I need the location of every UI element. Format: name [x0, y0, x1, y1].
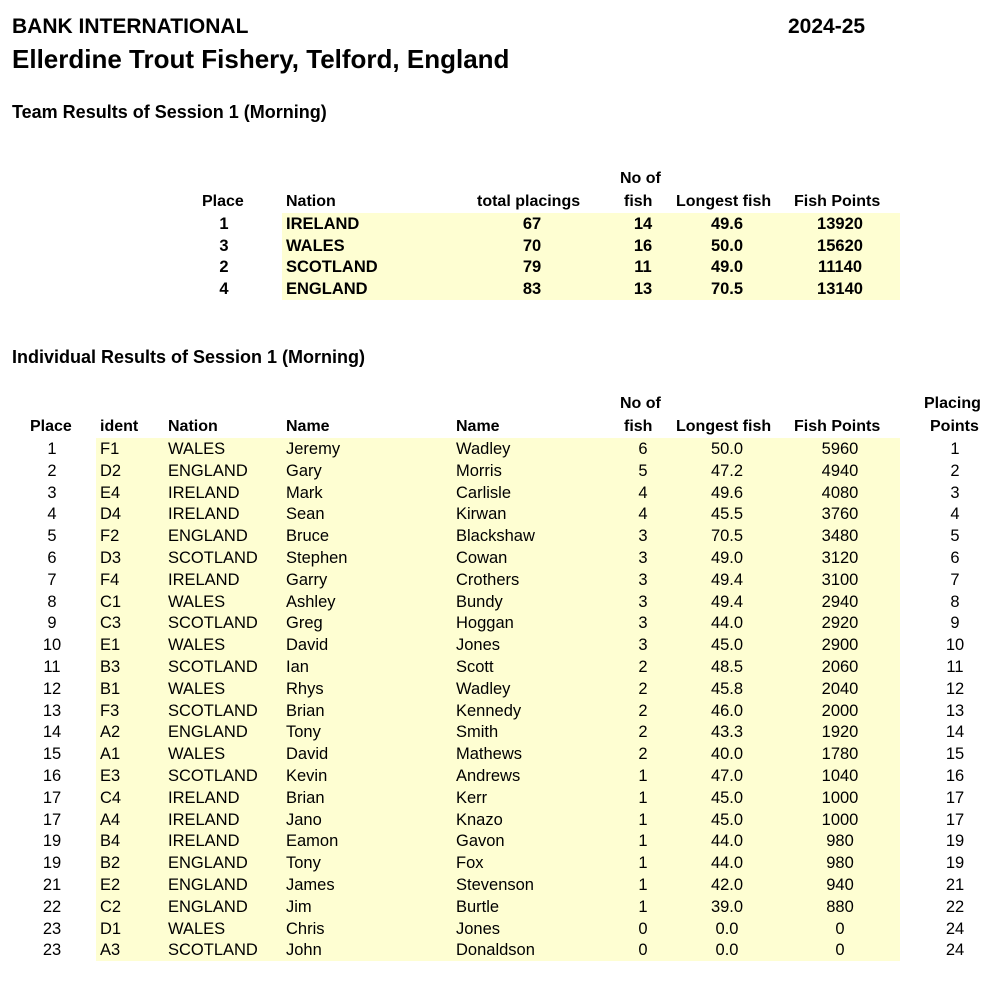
individual-cell-ident: B2: [100, 854, 121, 873]
ind-header-first-name: Name: [286, 418, 330, 435]
individual-cell-longest: 47.0: [710, 767, 744, 785]
individual-cell-nation: IRELAND: [168, 570, 240, 589]
individual-cell-placing: 21: [945, 876, 965, 894]
individual-cell-place: 17: [42, 810, 62, 829]
team-row: [0, 213, 1002, 235]
individual-cell-nation: WALES: [168, 592, 226, 611]
individual-cell-nation: SCOTLAND: [168, 549, 258, 567]
individual-cell-longest: 50.0: [710, 440, 744, 458]
individual-cell-placing: 22: [945, 897, 965, 916]
individual-cell-nation: SCOTLAND: [168, 941, 258, 960]
individual-cell-longest: 46.0: [710, 701, 744, 720]
individual-cell-placing: 6: [950, 549, 960, 567]
individual-cell-fish: 1: [638, 854, 648, 873]
individual-cell-nation: SCOTLAND: [168, 701, 258, 720]
individual-cell-fish: 5: [638, 461, 648, 480]
individual-cell-last: Scott: [456, 658, 494, 676]
individual-cell-first: Tony: [286, 854, 321, 873]
individual-cell-ident: D1: [100, 919, 122, 938]
individual-cell-place: 17: [42, 788, 62, 807]
individual-cell-ident: A4: [100, 810, 121, 829]
team-header-fish-bottom: fish: [624, 193, 653, 210]
individual-cell-fish: 3: [638, 570, 648, 589]
individual-cell-longest: 42.0: [710, 876, 744, 894]
individual-cell-last: Andrews: [456, 767, 521, 785]
individual-cell-points: 4080: [821, 483, 859, 502]
individual-cell-ident: F1: [100, 440, 120, 458]
individual-cell-first: James: [286, 876, 335, 894]
team-cell-nation: ENGLAND: [286, 280, 368, 298]
individual-cell-nation: IRELAND: [168, 832, 240, 851]
individual-cell-nation: WALES: [168, 919, 226, 938]
individual-cell-last: Jones: [456, 919, 501, 938]
individual-cell-place: 12: [42, 679, 62, 698]
ind-header-fish-bottom: fish: [624, 418, 653, 435]
team-cell-fish: 16: [633, 237, 653, 255]
individual-cell-last: Cowan: [456, 549, 508, 567]
individual-cell-points: 2940: [821, 592, 859, 611]
individual-cell-nation: WALES: [168, 745, 226, 764]
team-cell-fish: 14: [633, 215, 653, 233]
individual-cell-ident: E2: [100, 876, 121, 894]
individual-cell-points: 1780: [821, 745, 859, 764]
individual-cell-nation: ENGLAND: [168, 527, 248, 546]
individual-cell-last: Blackshaw: [456, 527, 535, 546]
ind-header-points: Fish Points: [794, 418, 881, 435]
individual-row: [0, 525, 1002, 547]
individual-cell-ident: D3: [100, 549, 122, 567]
season-label: 2024-25: [788, 15, 866, 38]
individual-cell-fish: 3: [638, 636, 648, 655]
individual-cell-place: 1: [47, 440, 57, 458]
individual-cell-points: 3100: [821, 570, 859, 589]
individual-cell-first: Eamon: [286, 832, 339, 851]
individual-row: [0, 721, 1002, 743]
individual-cell-fish: 1: [638, 897, 648, 916]
individual-row: [0, 896, 1002, 918]
individual-row: [0, 678, 1002, 700]
individual-cell-fish: 2: [638, 679, 648, 698]
individual-row: [0, 743, 1002, 765]
ind-header-placing-top: Placing: [924, 395, 981, 412]
team-row: [0, 235, 1002, 257]
individual-cell-longest: 45.5: [710, 505, 744, 524]
individual-cell-ident: E1: [100, 636, 121, 655]
individual-cell-longest: 39.0: [710, 897, 744, 916]
individual-cell-fish: 3: [638, 592, 648, 611]
individual-cell-first: Mark: [286, 483, 323, 502]
individual-cell-place: 16: [42, 767, 62, 785]
individual-cell-nation: WALES: [168, 679, 226, 698]
individual-cell-placing: 9: [950, 614, 960, 633]
individual-cell-nation: WALES: [168, 440, 226, 458]
individual-cell-place: 14: [42, 723, 62, 742]
ind-header-ident: ident: [100, 418, 139, 435]
individual-cell-longest: 45.8: [710, 679, 744, 698]
individual-cell-last: Fox: [456, 854, 484, 873]
individual-cell-place: 3: [47, 483, 57, 502]
individual-cell-place: 13: [42, 701, 62, 720]
ind-header-placing-bottom: Points: [930, 418, 979, 435]
team-cell-place: 1: [219, 215, 229, 233]
individual-cell-first: John: [286, 941, 322, 960]
individual-cell-placing: 3: [950, 483, 960, 502]
individual-cell-points: 1920: [821, 723, 859, 742]
individual-cell-ident: A3: [100, 941, 121, 960]
individual-cell-ident: D2: [100, 461, 122, 480]
individual-cell-fish: 2: [638, 745, 648, 764]
individual-cell-nation: ENGLAND: [168, 854, 248, 873]
individual-cell-placing: 16: [945, 767, 965, 785]
individual-cell-fish: 2: [638, 723, 648, 742]
individual-cell-longest: 0.0: [715, 919, 739, 938]
individual-row: [0, 569, 1002, 591]
team-cell-longest: 70.5: [710, 280, 744, 298]
individual-cell-points: 2040: [821, 679, 859, 698]
individual-cell-place: 2: [47, 461, 57, 480]
individual-cell-ident: F3: [100, 701, 120, 720]
individual-cell-nation: ENGLAND: [168, 461, 248, 480]
individual-cell-first: Brian: [286, 701, 325, 720]
team-header-total: total placings: [477, 193, 581, 210]
individual-cell-nation: SCOTLAND: [168, 658, 258, 676]
individual-row: [0, 438, 1002, 460]
individual-cell-points: 3120: [821, 549, 859, 567]
individual-cell-last: Kerr: [456, 788, 488, 807]
individual-cell-ident: E3: [100, 767, 121, 785]
individual-cell-last: Morris: [456, 461, 502, 480]
individual-cell-ident: C3: [100, 614, 122, 633]
team-cell-total: 70: [522, 237, 542, 255]
individual-cell-longest: 49.6: [710, 483, 744, 502]
individual-row: [0, 503, 1002, 525]
individual-cell-fish: 0: [638, 919, 648, 938]
team-cell-place: 4: [219, 280, 229, 298]
individual-cell-place: 11: [43, 658, 61, 676]
individual-cell-nation: SCOTLAND: [168, 767, 258, 785]
individual-cell-place: 6: [47, 549, 57, 567]
individual-cell-placing: 15: [945, 745, 965, 764]
team-cell-longest: 49.0: [710, 258, 744, 276]
individual-cell-last: Kirwan: [456, 505, 507, 524]
individual-cell-last: Hoggan: [456, 614, 514, 633]
ind-header-last-name: Name: [456, 418, 500, 435]
individual-cell-last: Jones: [456, 636, 501, 655]
team-cell-place: 2: [219, 258, 229, 276]
individual-cell-last: Burtle: [456, 897, 500, 916]
individual-cell-first: David: [286, 636, 329, 655]
individual-cell-first: Bruce: [286, 527, 330, 546]
individual-cell-last: Carlisle: [456, 483, 512, 502]
individual-cell-ident: B4: [100, 832, 121, 851]
individual-cell-placing: 1: [950, 440, 960, 458]
team-cell-longest: 49.6: [710, 215, 744, 233]
individual-cell-first: Garry: [286, 570, 328, 589]
individual-cell-points: 980: [826, 854, 854, 873]
individual-cell-longest: 45.0: [710, 636, 744, 655]
individual-cell-longest: 40.0: [710, 745, 744, 764]
individual-cell-nation: ENGLAND: [168, 723, 248, 742]
individual-cell-placing: 11: [946, 658, 964, 676]
individual-cell-place: 19: [42, 832, 62, 851]
ind-header-place: Place: [30, 418, 72, 435]
individual-cell-first: Brian: [286, 788, 325, 807]
individual-row: [0, 787, 1002, 809]
individual-cell-longest: 44.0: [710, 832, 744, 851]
individual-cell-placing: 24: [945, 919, 965, 938]
individual-cell-fish: 4: [638, 505, 648, 524]
individual-cell-placing: 19: [945, 832, 965, 851]
individual-cell-placing: 7: [950, 570, 960, 589]
venue-title: Ellerdine Trout Fishery, Telford, England: [12, 44, 510, 74]
team-header-place: Place: [202, 193, 244, 210]
individual-cell-longest: 45.0: [710, 810, 744, 829]
individual-cell-first: Rhys: [286, 679, 324, 698]
individual-cell-last: Mathews: [456, 745, 523, 764]
individual-cell-ident: A2: [100, 723, 121, 742]
event-title: BANK INTERNATIONAL: [12, 15, 249, 38]
individual-cell-first: Jim: [286, 897, 312, 916]
individual-row: [0, 591, 1002, 613]
team-section-title: Team Results of Session 1 (Morning): [12, 102, 327, 122]
individual-cell-place: 8: [47, 592, 57, 611]
individual-cell-place: 7: [47, 570, 57, 589]
individual-row: [0, 852, 1002, 874]
individual-cell-first: Greg: [286, 614, 323, 633]
team-header-points: Fish Points: [794, 193, 881, 210]
team-cell-total: 79: [522, 258, 542, 276]
individual-cell-placing: 17: [945, 810, 965, 829]
individual-cell-last: Gavon: [456, 832, 505, 851]
individual-cell-placing: 8: [950, 592, 960, 611]
individual-cell-last: Crothers: [456, 570, 520, 589]
individual-cell-points: 3760: [821, 505, 859, 524]
individual-cell-placing: 10: [945, 636, 965, 655]
individual-cell-place: 4: [47, 505, 57, 524]
individual-cell-placing: 13: [945, 701, 965, 720]
team-cell-nation: SCOTLAND: [286, 258, 378, 276]
individual-row: [0, 700, 1002, 722]
individual-cell-fish: 4: [638, 483, 648, 502]
individual-row: [0, 765, 1002, 787]
team-cell-nation: IRELAND: [286, 215, 360, 233]
individual-cell-placing: 2: [950, 461, 960, 480]
individual-cell-fish: 3: [638, 527, 648, 546]
individual-cell-longest: 44.0: [710, 854, 744, 873]
team-cell-nation: WALES: [286, 237, 345, 255]
individual-cell-longest: 44.0: [710, 614, 744, 633]
individual-cell-longest: 47.2: [710, 461, 744, 480]
individual-cell-longest: 49.4: [710, 592, 744, 611]
individual-row: [0, 612, 1002, 634]
individual-cell-last: Wadley: [456, 440, 511, 458]
individual-cell-points: 5960: [821, 440, 859, 458]
individual-cell-last: Bundy: [456, 592, 503, 611]
individual-cell-placing: 12: [945, 679, 965, 698]
individual-cell-fish: 1: [638, 767, 648, 785]
individual-cell-nation: IRELAND: [168, 810, 240, 829]
team-cell-fish: 11: [634, 258, 652, 276]
individual-row: [0, 918, 1002, 940]
individual-cell-first: David: [286, 745, 329, 764]
individual-cell-points: 940: [826, 876, 854, 894]
individual-cell-place: 21: [42, 876, 62, 894]
individual-cell-place: 5: [47, 527, 57, 546]
individual-cell-place: 9: [47, 614, 57, 633]
individual-cell-placing: 14: [945, 723, 965, 742]
individual-cell-fish: 2: [638, 701, 648, 720]
individual-cell-ident: C1: [100, 592, 122, 611]
team-header-longest: Longest fish: [676, 193, 772, 210]
individual-cell-nation: IRELAND: [168, 788, 240, 807]
individual-cell-place: 19: [42, 854, 62, 873]
individual-cell-ident: D4: [100, 505, 122, 524]
individual-cell-first: Jano: [286, 810, 322, 829]
team-cell-total: 67: [522, 215, 542, 233]
individual-cell-place: 23: [42, 941, 62, 960]
individual-cell-points: 0: [835, 941, 845, 960]
individual-row: [0, 460, 1002, 482]
individual-cell-fish: 3: [638, 549, 648, 567]
individual-cell-longest: 45.0: [710, 788, 744, 807]
individual-cell-longest: 43.3: [710, 723, 744, 742]
team-cell-points: 11140: [817, 258, 863, 276]
team-cell-total: 83: [522, 280, 542, 298]
ind-header-fish-top: No of: [620, 395, 661, 412]
individual-cell-ident: C4: [100, 788, 122, 807]
individual-cell-longest: 0.0: [715, 941, 739, 960]
team-cell-points: 13920: [817, 215, 863, 233]
individual-cell-placing: 4: [950, 505, 960, 524]
individual-cell-ident: E4: [100, 483, 121, 502]
individual-section-title: Individual Results of Session 1 (Morning): [12, 347, 366, 367]
individual-cell-first: Ian: [286, 658, 309, 676]
individual-cell-last: Donaldson: [456, 941, 535, 960]
ind-header-longest: Longest fish: [676, 418, 772, 435]
individual-cell-first: Ashley: [286, 592, 336, 611]
ind-header-nation: Nation: [168, 418, 218, 435]
individual-cell-points: 2000: [821, 701, 859, 720]
individual-cell-first: Jeremy: [286, 440, 341, 458]
individual-cell-nation: WALES: [168, 636, 226, 655]
individual-cell-longest: 48.5: [710, 658, 744, 676]
individual-cell-fish: 2: [638, 658, 648, 676]
team-cell-points: 15620: [817, 237, 863, 255]
individual-row: [0, 830, 1002, 852]
individual-cell-longest: 49.0: [710, 549, 744, 567]
individual-cell-ident: A1: [100, 745, 121, 764]
individual-cell-place: 22: [42, 897, 62, 916]
individual-cell-points: 2900: [821, 636, 859, 655]
individual-cell-longest: 70.5: [710, 527, 744, 546]
individual-cell-place: 15: [42, 745, 62, 764]
individual-row: [0, 939, 1002, 961]
individual-cell-ident: B1: [100, 679, 121, 698]
individual-cell-fish: 1: [638, 810, 648, 829]
individual-cell-points: 0: [835, 919, 845, 938]
individual-cell-first: Chris: [286, 919, 325, 938]
individual-cell-last: Smith: [456, 723, 499, 742]
individual-cell-points: 880: [826, 897, 854, 916]
individual-row: [0, 634, 1002, 656]
individual-cell-fish: 6: [638, 440, 648, 458]
individual-cell-last: Kennedy: [456, 701, 522, 720]
individual-cell-points: 980: [826, 832, 854, 851]
individual-row: [0, 809, 1002, 831]
team-row: [0, 256, 1002, 278]
individual-cell-place: 23: [42, 919, 62, 938]
team-cell-longest: 50.0: [710, 237, 744, 255]
individual-cell-placing: 17: [945, 788, 965, 807]
team-header-fish-top: No of: [620, 170, 661, 187]
individual-cell-longest: 49.4: [710, 570, 744, 589]
team-cell-points: 13140: [817, 280, 863, 298]
individual-cell-fish: 1: [638, 788, 648, 807]
team-row: [0, 278, 1002, 300]
individual-cell-placing: 5: [950, 527, 960, 546]
individual-cell-first: Kevin: [286, 767, 328, 785]
individual-cell-fish: 1: [638, 832, 648, 851]
individual-cell-points: 3480: [821, 527, 859, 546]
individual-cell-first: Stephen: [286, 549, 348, 567]
individual-cell-nation: SCOTLAND: [168, 614, 258, 633]
individual-cell-first: Gary: [286, 461, 322, 480]
individual-cell-nation: IRELAND: [168, 505, 240, 524]
individual-cell-nation: ENGLAND: [168, 897, 248, 916]
team-cell-fish: 13: [633, 280, 653, 298]
individual-cell-ident: F4: [100, 570, 120, 589]
individual-cell-fish: 3: [638, 614, 648, 633]
individual-cell-ident: C2: [100, 897, 122, 916]
individual-cell-last: Wadley: [456, 679, 511, 698]
individual-cell-place: 10: [42, 636, 62, 655]
individual-cell-fish: 1: [638, 876, 648, 894]
individual-cell-points: 2060: [821, 658, 859, 676]
individual-row: [0, 547, 1002, 569]
individual-cell-points: 4940: [821, 461, 859, 480]
individual-cell-fish: 0: [638, 941, 648, 960]
individual-cell-points: 1040: [821, 767, 859, 785]
individual-cell-first: Sean: [286, 505, 325, 524]
individual-cell-points: 1000: [821, 788, 859, 807]
individual-row: [0, 482, 1002, 504]
individual-cell-points: 2920: [821, 614, 859, 633]
individual-cell-last: Knazo: [456, 810, 503, 829]
individual-cell-ident: B3: [100, 658, 121, 676]
team-header-nation: Nation: [286, 193, 336, 210]
individual-cell-points: 1000: [821, 810, 859, 829]
individual-row: [0, 656, 1002, 678]
individual-cell-last: Stevenson: [456, 876, 534, 894]
individual-cell-nation: ENGLAND: [168, 876, 248, 894]
individual-row: [0, 874, 1002, 896]
individual-cell-placing: 24: [945, 941, 965, 960]
individual-cell-ident: F2: [100, 527, 120, 546]
individual-cell-first: Tony: [286, 723, 321, 742]
individual-cell-placing: 19: [945, 854, 965, 873]
individual-cell-nation: IRELAND: [168, 483, 240, 502]
team-cell-place: 3: [219, 237, 229, 255]
